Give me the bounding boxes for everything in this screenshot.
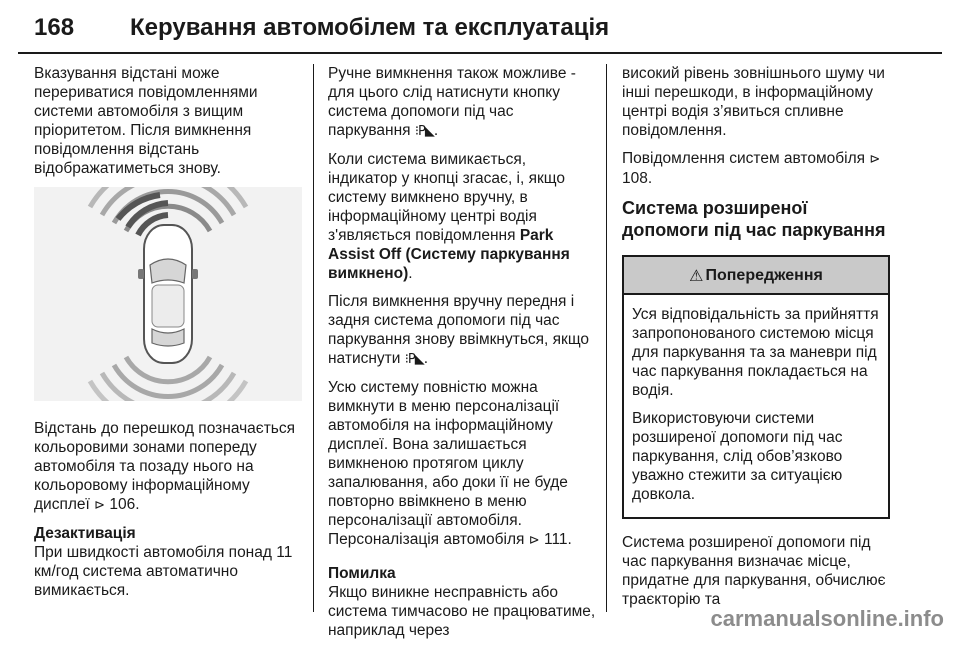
column-1 [34, 64, 302, 609]
arrow-reference-icon: ⊳ [528, 533, 540, 548]
column-divider [313, 64, 314, 612]
warning-body [624, 295, 888, 517]
column-divider [606, 64, 607, 612]
paragraph: Вказування відстані може перериватися повідомленнями системи автомобіля з вищим пріоритетом. Після вимкнення повідомлення відстань відображатиметься знову. [34, 65, 258, 177]
paragraph: Ручне вимкнення також можливе - для цього слід натиснути кнопку система допомоги під час паркування ⁝P◣. [328, 65, 576, 139]
column-2 [328, 64, 596, 649]
arrow-reference-icon: ⊳ [94, 498, 106, 513]
car-top-view-icon [34, 187, 302, 401]
paragraph: Повідомлення систем автомобіля ⊳ 108. [622, 150, 881, 187]
paragraph: Система розширеної допомоги під час паркування визначає місце, придатне для паркування, обчислює траєкторію та [622, 534, 886, 608]
park-assist-icon: ⁝P◣ [404, 352, 424, 367]
paragraph: високий рівень зовнішнього шуму чи інші перешкоди, в інформаційному центрі водія з’явиться спливне повідомлення. [622, 65, 885, 139]
warning-header: ⚠ Попередження [624, 257, 888, 295]
paragraph: Якщо виникне несправність або система тимчасово не працюватиме, наприклад через [328, 584, 596, 639]
subheading-error: Помилка [328, 565, 396, 582]
chapter-title: Керування автомобілем та експлуатація [130, 14, 610, 41]
paragraph: Уся відповідальність за прийняття запропонованого системою місця для паркування та за маневри під час паркування покладається на водія. [632, 306, 879, 399]
warning-triangle-icon: ⚠ [689, 265, 704, 285]
parking-sensor-figure [34, 187, 302, 401]
warning-box [622, 255, 890, 519]
paragraph: Використовуючи системи розширеної допомоги під час паркування, слід обов’язково уважно стежити за ситуацією довкола. [632, 410, 843, 503]
paragraph: При швидкості автомобіля понад 11 км/год система автоматично вимикається. [34, 544, 293, 599]
message-text: Park Assist Off (Систему паркування вимкнено) [328, 227, 570, 282]
park-assist-icon: ⁝P◣ [414, 124, 434, 139]
subheading-deactivation: Дезактивація [34, 525, 136, 542]
section-title: Система розширеної допомоги під час паркування [622, 198, 886, 240]
paragraph: Усю систему повністю можна вимкнути в меню персоналізації автомобіля на інформаційному дисплеї. Вона залишається вимкненою протягом циклу запалювання, або доки її не буде повторно ввімкнено в меню персоналізації автомобіля. Персоналізація автомобіля ⊳ 111. [328, 379, 572, 548]
paragraph: Після вимкнення вручну передня і задня система допомоги під час паркування знову ввімкнуться, якщо натиснути ⁝P◣. [328, 293, 590, 367]
page-header [18, 10, 942, 50]
paragraph: Відстань до перешкод позначається кольоровими зонами попереду автомобіля та позаду нього на кольоровому інформаційному дисплеї ⊳ 106. [34, 420, 296, 513]
page-number: 168 [34, 14, 75, 41]
column-3 [622, 64, 890, 618]
watermark-text: carmanualsonline.info [710, 606, 944, 631]
arrow-reference-icon: ⊳ [869, 152, 881, 167]
header-rule [18, 52, 942, 54]
paragraph: Коли система вимикається, індикатор у кнопці згасає, і, якщо систему вимкнено вручну, в інформаційному центрі водія з'являється повідомлення Park Assist Off (Систему паркування вимкнено). [328, 151, 570, 282]
